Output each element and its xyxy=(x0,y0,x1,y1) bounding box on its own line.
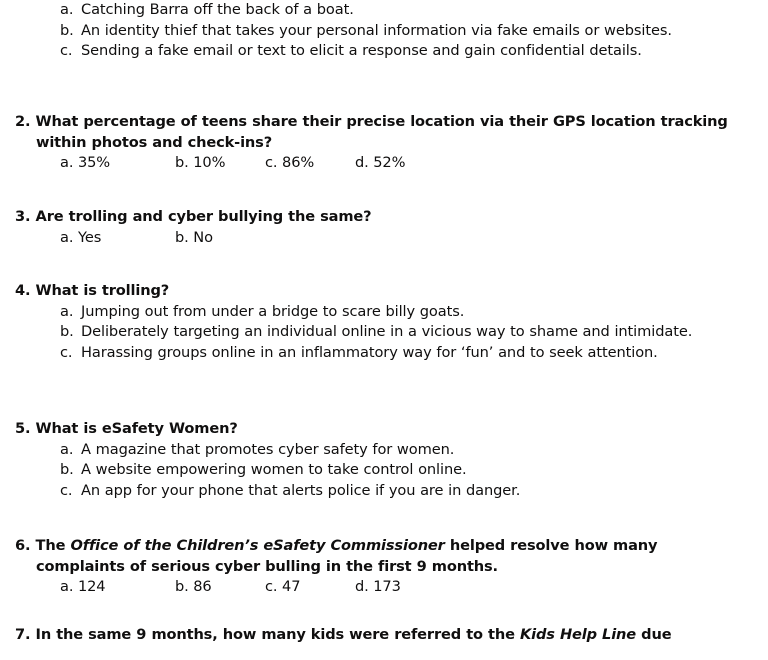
option-item xyxy=(60,153,110,174)
option-text: Catching Barra off the back of a boat. xyxy=(81,1,354,18)
question-title: What is trolling? xyxy=(35,282,170,299)
option-letter: d. xyxy=(355,154,369,171)
option-item xyxy=(60,577,106,598)
question-block-1 xyxy=(0,0,768,62)
option-item xyxy=(265,577,300,598)
question-block-3 xyxy=(0,207,768,248)
options-list xyxy=(0,0,768,62)
option-letter: c. xyxy=(265,154,278,171)
option-item xyxy=(60,440,746,461)
question-title-after: due xyxy=(636,626,672,643)
option-letter: a. xyxy=(60,578,74,595)
option-text: An app for your phone that alerts police if you are in danger. xyxy=(81,481,521,499)
option-text: No xyxy=(193,228,213,246)
question-heading xyxy=(0,625,768,646)
options-list xyxy=(0,302,768,364)
question-number: 3. xyxy=(15,208,31,225)
option-text: Yes xyxy=(77,228,102,246)
option-text: Deliberately targeting an individual online in a vicious way to shame and intimidate. xyxy=(81,323,693,340)
option-item xyxy=(60,302,746,323)
option-item xyxy=(60,0,746,21)
question-heading xyxy=(0,281,768,302)
question-block-5 xyxy=(0,419,768,501)
option-item xyxy=(60,343,746,364)
options-row xyxy=(0,577,768,598)
question-title-italic: Kids Help Line xyxy=(519,626,637,643)
options-list xyxy=(0,440,768,502)
question-heading xyxy=(0,112,768,153)
option-letter: a. xyxy=(60,1,74,18)
question-block-7 xyxy=(0,625,768,660)
question-title-italic: Office of the Children’s eSafety Commissioner xyxy=(70,537,445,554)
option-letter: d. xyxy=(355,578,369,595)
question-title: What percentage of teens share their precise location via their GPS location tracking within photos and check-ins? xyxy=(35,113,728,151)
option-text: Jumping out from under a bridge to scare billy goats. xyxy=(81,302,465,320)
question-number: 2. xyxy=(15,113,31,130)
question-block-6 xyxy=(0,536,768,598)
option-letter: b. xyxy=(60,323,74,340)
option-letter: a. xyxy=(60,440,74,458)
question-title xyxy=(36,626,672,643)
question-title: Are trolling and cyber bullying the same? xyxy=(35,208,372,225)
option-letter: c. xyxy=(60,481,73,499)
option-letter: b. xyxy=(60,21,74,39)
option-letter: b. xyxy=(60,461,74,478)
option-item xyxy=(175,228,213,249)
option-letter: b. xyxy=(175,154,189,171)
option-text: An identity thief that takes your personal information via fake emails or websites. xyxy=(81,21,672,39)
option-text: 35% xyxy=(77,154,111,171)
option-item xyxy=(60,228,101,249)
option-text: 52% xyxy=(373,154,406,171)
option-text: 10% xyxy=(193,154,226,171)
option-letter: c. xyxy=(60,343,73,361)
option-letter: a. xyxy=(60,228,74,246)
question-heading xyxy=(0,207,768,228)
option-item xyxy=(175,577,212,598)
option-text: A website empowering women to take control online. xyxy=(81,461,467,478)
question-title xyxy=(36,537,658,575)
option-letter: b. xyxy=(175,228,189,246)
option-text: 124 xyxy=(77,578,106,595)
option-text: 86% xyxy=(282,154,315,171)
option-item xyxy=(265,153,314,174)
option-text: 173 xyxy=(373,578,401,595)
option-item xyxy=(60,41,746,62)
option-item xyxy=(60,481,746,502)
question-number: 4. xyxy=(15,282,31,299)
option-item xyxy=(355,153,405,174)
option-item xyxy=(60,460,746,481)
option-letter: b. xyxy=(175,578,189,595)
question-heading xyxy=(0,419,768,440)
options-row xyxy=(0,228,768,249)
question-number: 7. xyxy=(15,626,31,643)
option-letter: a. xyxy=(60,302,74,320)
option-item xyxy=(60,322,746,343)
option-text: 86 xyxy=(193,578,212,595)
option-item xyxy=(60,21,746,42)
option-text: Sending a fake email or text to elicit a response and gain confidential details. xyxy=(81,42,642,59)
option-text: A magazine that promotes cyber safety for women. xyxy=(81,440,455,458)
question-title-before: In the same 9 months, how many kids were referred to the xyxy=(35,626,520,643)
question-title-before: The xyxy=(35,537,71,554)
option-letter: c. xyxy=(265,578,278,595)
question-number: 5. xyxy=(15,420,31,437)
options-row xyxy=(0,153,768,174)
option-letter: a. xyxy=(60,154,74,171)
option-item xyxy=(355,577,401,598)
question-title-after: helped resolve how many complaints of serious cyber bulling in the first 9 months. xyxy=(36,537,658,575)
option-text: Harassing groups online in an inflammatory way for ‘fun’ and to seek attention. xyxy=(81,343,658,361)
option-item xyxy=(175,153,225,174)
question-number: 6. xyxy=(15,537,31,554)
question-block-2 xyxy=(0,112,768,174)
option-text: 47 xyxy=(282,578,301,595)
option-letter: c. xyxy=(60,42,73,59)
question-block-4 xyxy=(0,281,768,363)
question-heading xyxy=(0,536,768,577)
question-title: What is eSafety Women? xyxy=(35,420,238,437)
